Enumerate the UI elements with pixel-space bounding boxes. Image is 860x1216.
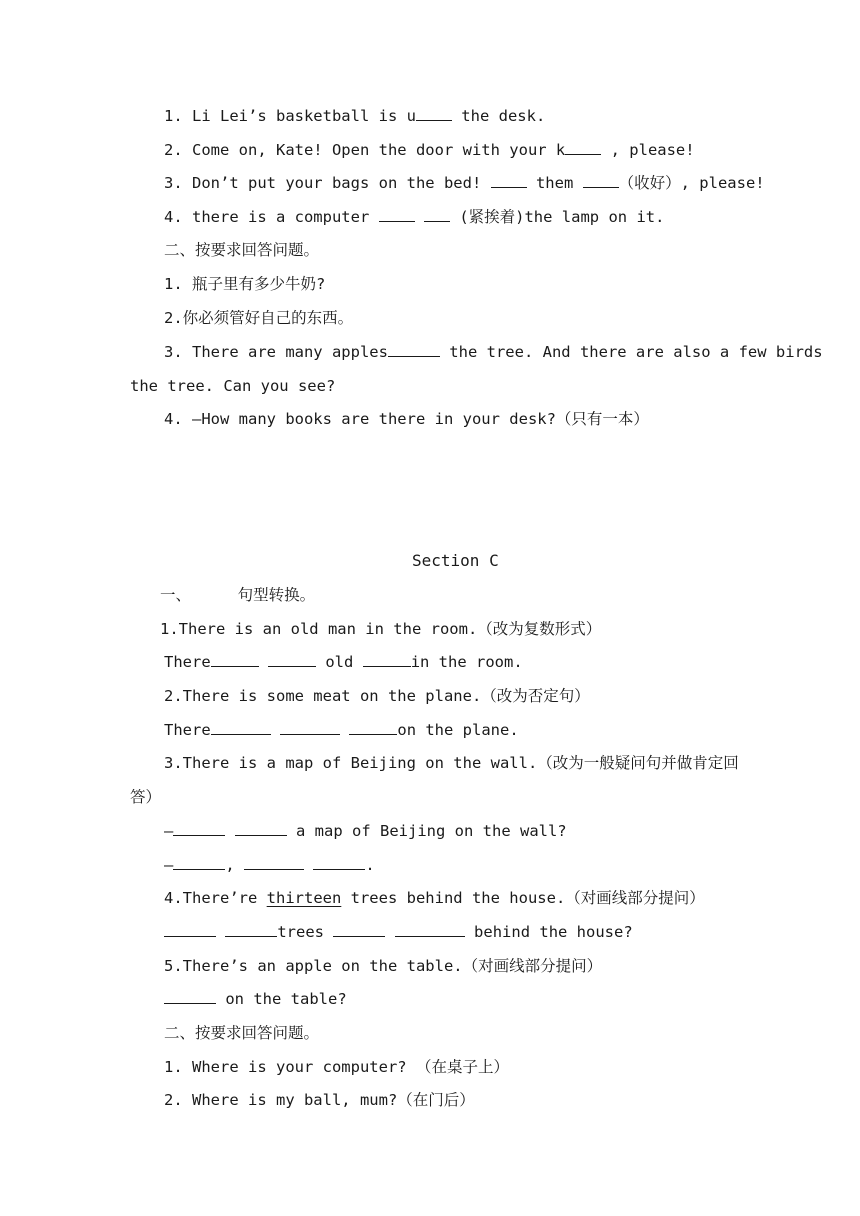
question-b4: 4. there is a computer (紧挨着)the lamp on it. — [164, 208, 665, 226]
answer-c-1: 1. Where is your computer? （在桌子上） — [164, 1058, 509, 1076]
section-heading-transform: 一、 句型转换。 — [160, 586, 316, 604]
transform-a3-question: — a map of Beijing on the wall? — [164, 822, 567, 840]
answer-c-2: 2. Where is my ball, mum?（在门后） — [164, 1091, 475, 1109]
transform-q3: 3.There is a map of Beijing on the wall.（改为一般疑问句并做肯定回 — [164, 754, 739, 772]
transform-q1: 1.There is an old man in the room.（改为复数形式） — [160, 620, 602, 638]
answer-item-4: 4. —How many books are there in your desk?（只有一本） — [164, 410, 649, 428]
transform-q2: 2.There is some meat on the plane.（改为否定句） — [164, 687, 590, 705]
transform-q4: 4.There’re thirteen trees behind the house.（对画线部分提问） — [164, 889, 705, 907]
transform-q5: 5.There’s an apple on the table.（对画线部分提问） — [164, 957, 603, 975]
section-c-title: Section C — [412, 551, 499, 570]
question-b1: 1. Li Lei’s basketball is u the desk. — [164, 107, 546, 125]
transform-a2: There on the plane. — [164, 721, 519, 739]
section-heading-answer: 二、按要求回答问题。 — [164, 241, 320, 259]
underlined-word: thirteen — [266, 889, 342, 907]
transform-a4: trees behind the house? — [164, 922, 633, 942]
answer-item-3: 3. There are many apples the tree. And there are also a few birds — [164, 343, 823, 361]
answer-item-2: 2.你必须管好自己的东西。 — [164, 309, 354, 327]
question-b2: 2. Come on, Kate! Open the door with your k , please! — [164, 141, 695, 159]
answer-item-1: 1. 瓶子里有多少牛奶? — [164, 275, 326, 293]
transform-q3-cont: 答） — [130, 788, 162, 806]
question-b3: 3. Don’t put your bags on the bed! them （收好）, please! — [164, 174, 765, 192]
transform-a5: on the table? — [164, 989, 347, 1009]
section-heading-answer-c: 二、按要求回答问题。 — [164, 1024, 320, 1042]
transform-a1: There old in the room. — [164, 653, 523, 671]
transform-a3-answer: — , . — [164, 856, 375, 874]
answer-item-3-cont: the tree. Can you see? — [130, 377, 336, 395]
